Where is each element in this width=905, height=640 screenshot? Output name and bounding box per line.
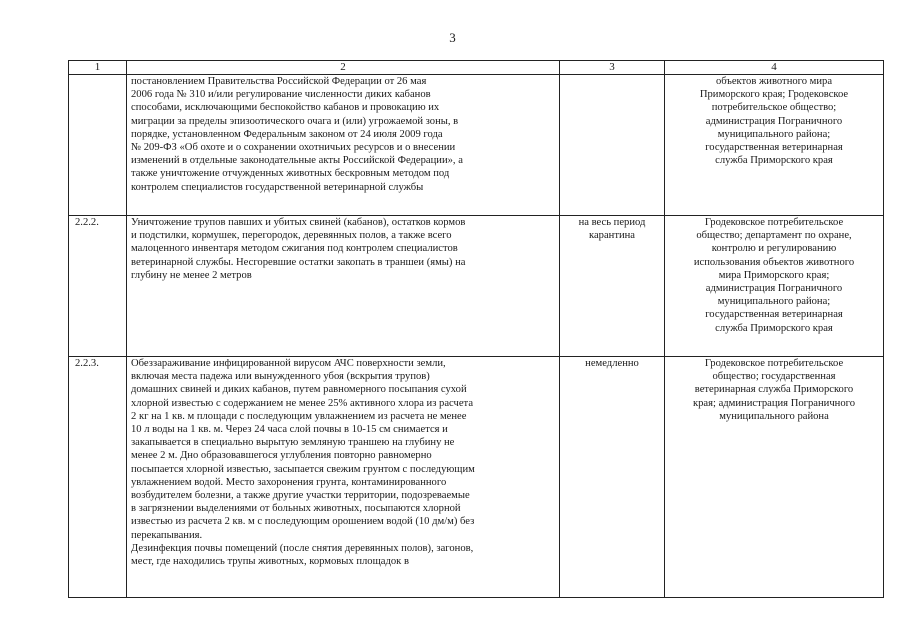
text-line: изменений в отдельные законодательные акты Российской Федерации», а (131, 155, 463, 167)
row-number: 2.2.3. (69, 357, 127, 598)
resp-line: общество; государственная (712, 371, 836, 383)
resp-line: Гродековское потребительское (704, 217, 844, 228)
measure-text (127, 357, 560, 598)
term-cell (560, 216, 665, 357)
text-line: контролем специалистов государственной ветеринарной службы (131, 181, 424, 193)
header-col-3: 3 (560, 61, 665, 75)
text-line: 2 кг на 1 кв. м площади с последующим увлажнением из расчета не менее (131, 410, 467, 422)
text-line: включая места падежа или вынужденного убоя (вскрытия трупов) (131, 371, 430, 383)
resp-line: служба Приморского края (715, 155, 833, 167)
text-line: мест, где находились трупы животных, кормовых площадок в (131, 556, 409, 568)
header-col-4: 4 (665, 61, 884, 75)
text-line: также уничтожение отчужденных животных бескровным методом под (131, 168, 450, 180)
table-header-row (69, 61, 884, 75)
text-line: ветеринарной службы. Несгоревшие остатки закопать в траншеи (ямы) на (131, 256, 466, 268)
resp-line: государственная ветеринарная (705, 309, 843, 321)
text-line: в загрязнении выделениями от больных животных, посыпаются хлорной (131, 503, 461, 515)
resp-line: муниципального района; (717, 128, 831, 140)
row-number: 2.2.2. (69, 216, 127, 357)
table-row (69, 357, 884, 598)
resp-line: края; администрация Пограничного (692, 397, 856, 409)
term-cell (560, 75, 665, 216)
text-line: Уничтожение трупов павших и убитых свиней (кабанов), остатков кормов (131, 217, 466, 228)
text-line: № 209-ФЗ «Об охоте и о сохранении охотничьих ресурсов и о внесении (131, 142, 456, 154)
responsible-cell (665, 216, 884, 357)
term-line: карантина (588, 230, 636, 242)
responsible-cell (665, 357, 884, 598)
measure-text (127, 75, 560, 216)
measures-table (68, 60, 884, 598)
resp-line: использования объектов животного (693, 256, 855, 268)
resp-line: муниципального района; (717, 296, 831, 308)
resp-line: Гродековское потребительское (704, 358, 844, 369)
measure-text (127, 216, 560, 357)
text-line: перекапывания. (131, 529, 203, 541)
term-line: на весь период (578, 217, 646, 228)
resp-line: служба Приморского края (715, 322, 833, 334)
responsible-cell (665, 75, 884, 216)
text-line: менее 2 м. Дно образовавшегося углубления повторно равномерно (131, 450, 432, 462)
text-line: возбудителем болезни, а также другие участки территории, подозреваемые (131, 490, 470, 502)
text-line: увлажнением водой. Место захоронения грунта, контаминированного (131, 476, 447, 488)
header-col-1: 1 (69, 61, 127, 75)
text-line: малоценного инвентаря методом сжигания под контролем специалистов (131, 243, 458, 255)
text-line: Обеззараживание инфицированной вирусом АЧС поверхности земли, (131, 358, 446, 369)
resp-line: общество; департамент по охране, (696, 230, 852, 242)
text-line: домашних свиней и диких кабанов, путем равномерного посыпания сухой (131, 384, 467, 396)
resp-line: мира Приморского края; (718, 269, 830, 281)
text-line: 2006 года № 310 и/или регулирование численности диких кабанов (131, 89, 431, 101)
text-line: Дезинфекция почвы помещений (после снятия деревянных полов), загонов, (131, 542, 474, 554)
text-line: способами, исключающими беспокойство кабанов и провокацию их (131, 102, 440, 114)
text-line: 10 л воды на 1 кв. м. Через 24 часа слой почвы в 10-15 см снимается и (131, 424, 448, 436)
row-number (69, 75, 127, 216)
text-line: глубину не менее 2 метров (131, 269, 252, 281)
resp-line: потребительское общество; (711, 102, 837, 114)
resp-line: контролю и регулированию (711, 243, 837, 255)
term-cell (560, 357, 665, 598)
resp-line: муниципального района (719, 410, 829, 422)
text-line: хлорной известью с содержанием не менее 25% активного хлора из расчета (131, 397, 474, 409)
resp-line: администрация Пограничного (705, 283, 843, 295)
text-line: и подстилки, кормушек, перегородок, деревянных полов, а также всего (131, 230, 452, 242)
text-line: постановлением Правительства Российской Федерации от 26 мая (131, 76, 427, 87)
page-number: 3 (449, 30, 456, 45)
resp-line: ветеринарная служба Приморского (694, 384, 854, 396)
header-col-2: 2 (127, 61, 560, 75)
table-row (69, 216, 884, 357)
resp-line: администрация Пограничного (705, 115, 843, 127)
text-line: закапывается в специально вырытую земляную траншею на глубину не (131, 437, 455, 449)
term-line: немедленно (585, 358, 639, 369)
resp-line: объектов животного мира (715, 76, 833, 87)
resp-line: государственная ветеринарная (705, 142, 843, 154)
resp-line: Приморского края; Гродековское (699, 89, 849, 101)
text-line: миграции за пределы эпизоотического очага и (или) угрожаемой зоны, в (131, 115, 459, 127)
table-row (69, 75, 884, 216)
text-line: посыпается хлорной известью, засыпается свежим грунтом с последующим (131, 463, 475, 475)
text-line: порядке, установленном Федеральным законом от 24 июля 2009 года (131, 128, 443, 140)
text-line: известью из расчета 2 кв. м с последующим орошением водой (10 дм/м) без (131, 516, 475, 528)
